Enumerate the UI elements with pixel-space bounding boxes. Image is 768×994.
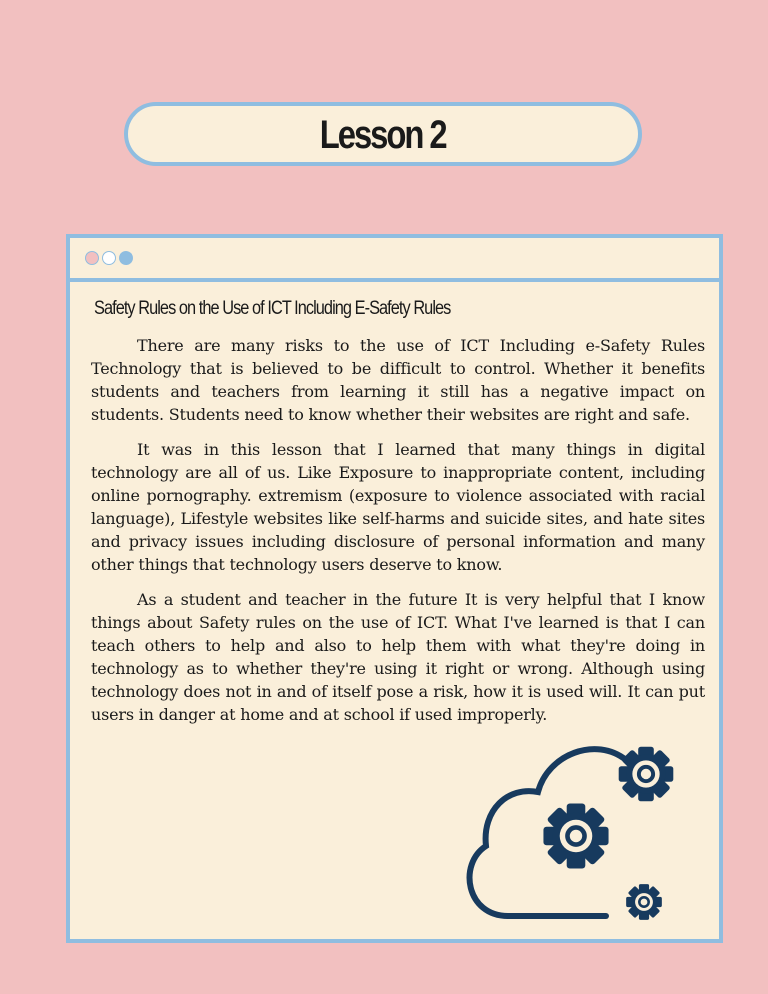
- content-window: [66, 234, 723, 943]
- window-dot-pink: [85, 251, 99, 265]
- window-dot-white: [102, 251, 116, 265]
- cloud-gears-icon: [446, 724, 716, 944]
- paragraph-3: As a student and teacher in the future It is very helpful that I know things about Safety rules on the use of ICT. What I've learned is that I can teach others to help and also to help them with what they're doing in technology as to whether they're using it right or wrong. Although using technology does not in and of itself pose a risk, how it is used will. It can put users in danger at home and at school if used improperly.: [91, 590, 705, 724]
- window-title-bar: [70, 238, 719, 282]
- gear-large-icon: [619, 747, 674, 802]
- paragraph-2: It was in this lesson that I learned that many things in digital technology are all of us. Like Exposure to inappropriate content, including online pornography. extremism (exposure to violence associated with racial language), Lifestyle websites like self-harms and suicide sites, and hate sites and privacy issues including disclosure of personal information and many other things that technology users deserve to know.: [91, 440, 705, 574]
- gear-small-icon: [626, 884, 662, 920]
- title-banner: [124, 102, 642, 166]
- page-title: Lesson 2: [320, 112, 446, 157]
- paragraph-1: There are many risks to the use of ICT Including e-Safety Rules Technology that is believed to be difficult to control. Whether it benefits students and teachers from learning it still has a negative impact on students. Students need to know whether their websites are right and safe.: [91, 336, 705, 424]
- gear-medium-icon: [543, 803, 608, 868]
- section-heading: Safety Rules on the Use of ICT Including E-Safety Rules: [94, 298, 451, 319]
- window-dot-blue: [119, 251, 133, 265]
- body-text: [91, 334, 705, 738]
